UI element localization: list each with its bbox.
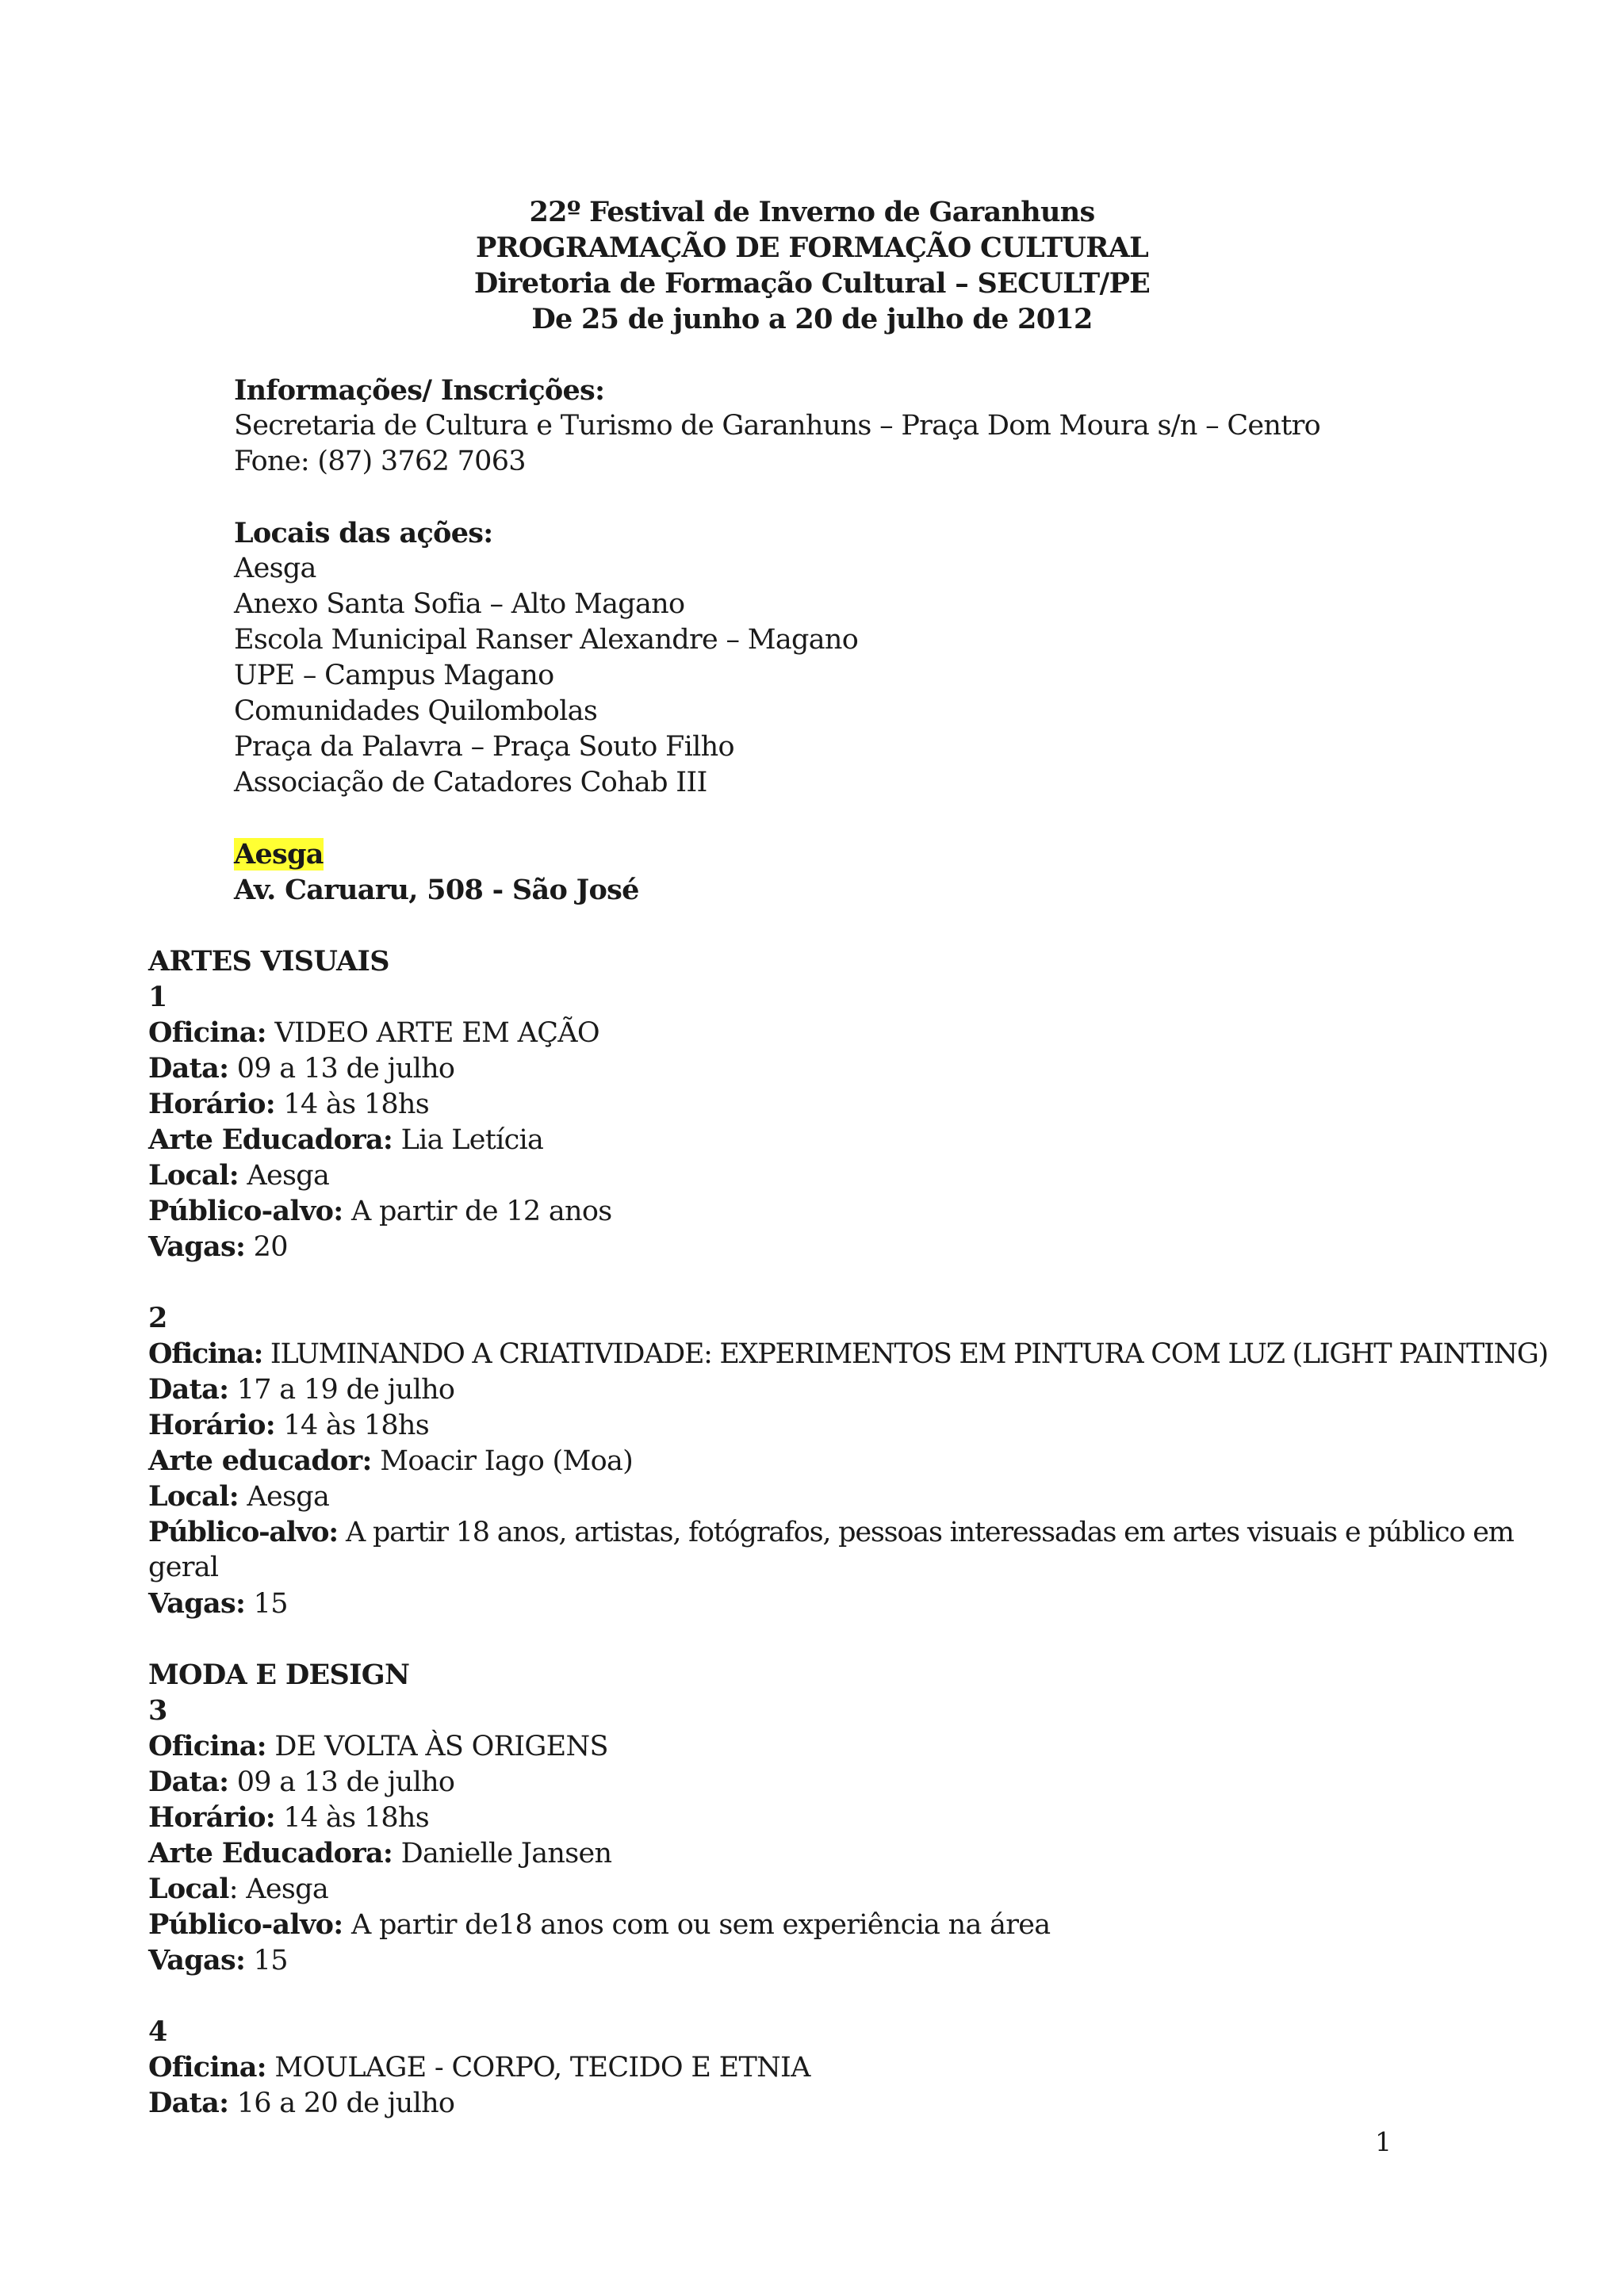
locais-item: Escola Municipal Ranser Alexandre – Magano — [234, 624, 859, 656]
workshop-horario: Horário: 14 às 18hs — [148, 1088, 430, 1120]
workshop-number: 1 — [148, 981, 167, 1013]
workshop-publico: Público-alvo: A partir 18 anos, artistas, fotógrafos, pessoas interessadas em artes visuais e público em — [148, 1516, 1514, 1548]
venue-name — [234, 836, 324, 872]
workshop-educador: Arte educador: Moacir Iago (Moa) — [148, 1445, 634, 1477]
info-phone: Fone: (87) 3762 7063 — [234, 446, 526, 477]
directorate-title: Diretoria de Formação Cultural – SECULT/PE — [473, 267, 1151, 300]
venue-address: Av. Caruaru, 508 - São José — [234, 874, 639, 906]
locais-item: Comunidades Quilombolas — [234, 695, 598, 727]
date-range: De 25 de junho a 20 de julho de 2012 — [531, 303, 1093, 335]
workshop-data: Data: 09 a 13 de julho — [148, 1766, 455, 1798]
section-title: MODA E DESIGN — [148, 1659, 410, 1691]
workshop-oficina: Oficina: MOULAGE - CORPO, TECIDO E ETNIA — [148, 2051, 810, 2084]
workshop-local: Local: Aesga — [148, 1480, 330, 1513]
workshop-vagas: Vagas: 15 — [148, 1587, 288, 1620]
workshop-oficina: Oficina: ILUMINANDO A CRIATIVIDADE: EXPERIMENTOS EM PINTURA COM LUZ (LIGHT PAINTING) — [148, 1337, 1548, 1370]
workshop-oficina: Oficina: DE VOLTA ÀS ORIGENS — [148, 1730, 608, 1762]
info-heading: Informações/ Inscrições: — [234, 374, 605, 407]
workshop-horario: Horário: 14 às 18hs — [148, 1409, 430, 1441]
workshop-vagas: Vagas: 20 — [148, 1230, 288, 1263]
workshop-vagas: Vagas: 15 — [148, 1944, 288, 1976]
workshop-educador: Arte Educadora: Lia Letícia — [148, 1123, 544, 1156]
workshop-publico: Público-alvo: A partir de 12 anos — [148, 1195, 612, 1227]
workshop-local: Local: Aesga — [148, 1873, 329, 1905]
locais-item: UPE – Campus Magano — [234, 660, 554, 691]
info-address: Secretaria de Cultura e Turismo de Garanhuns – Praça Dom Moura s/n – Centro — [234, 410, 1321, 442]
workshop-number: 4 — [148, 2015, 167, 2048]
workshop-data: Data: 17 a 19 de julho — [148, 1373, 455, 1406]
workshop-horario: Horário: 14 às 18hs — [148, 1801, 430, 1834]
page-number: 1 — [1375, 2126, 1392, 2157]
locais-item: Praça da Palavra – Praça Souto Filho — [234, 731, 734, 763]
workshop-data: Data: 09 a 13 de julho — [148, 1052, 455, 1085]
locais-item: Aesga — [234, 553, 316, 584]
venue-name-highlight: Aesga — [234, 838, 324, 871]
workshop-local: Local: Aesga — [148, 1159, 330, 1192]
locais-heading: Locais das ações: — [234, 517, 493, 549]
workshop-number: 2 — [148, 1302, 167, 1334]
workshop-oficina: Oficina: VIDEO ARTE EM AÇÃO — [148, 1016, 599, 1049]
workshop-publico: Público-alvo: A partir de18 anos com ou sem experiência na área — [148, 1908, 1051, 1941]
festival-title: 22º Festival de Inverno de Garanhuns — [529, 196, 1095, 228]
workshop-educador: Arte Educadora: Danielle Jansen — [148, 1837, 612, 1869]
workshop-data: Data: 16 a 20 de julho — [148, 2087, 455, 2119]
workshop-number: 3 — [148, 1694, 167, 1727]
section-title: ARTES VISUAIS — [148, 945, 389, 978]
locais-item: Anexo Santa Sofia – Alto Magano — [234, 588, 685, 620]
program-title: PROGRAMAÇÃO DE FORMAÇÃO CULTURAL — [476, 232, 1148, 264]
workshop-publico-cont: geral — [148, 1552, 219, 1583]
locais-item: Associação de Catadores Cohab III — [234, 767, 707, 798]
